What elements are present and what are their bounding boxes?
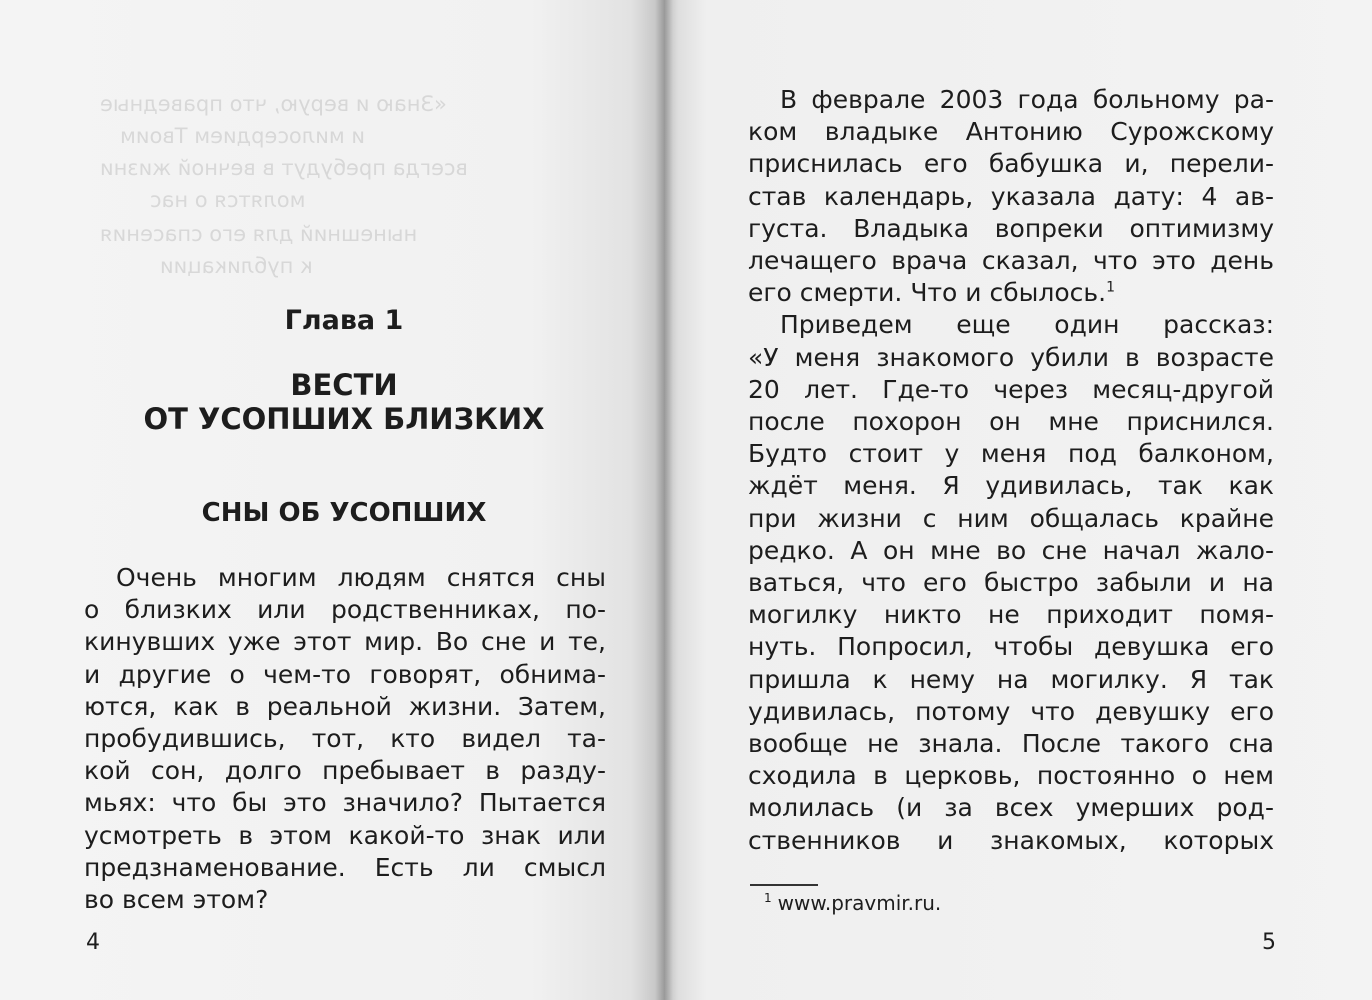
- part-title: [84, 368, 604, 436]
- text-line: кинувших уже этот мир. Во сне и те,: [84, 627, 606, 657]
- text-line: сходила в церковь, постоянно о нем: [748, 761, 1274, 791]
- text-line: редко. А он мне во сне начал жало-: [748, 535, 1274, 565]
- text-line: став календарь, указала дату: 4 ав-: [748, 181, 1274, 211]
- text-line: лечащего врача сказал, что это день: [748, 246, 1274, 276]
- footnote-rule: [750, 884, 818, 886]
- show-through-text: всегда пребудут в вечной жизни: [100, 156, 468, 180]
- show-through-text: молятся о нас: [150, 188, 306, 212]
- text-line: ственников и знакомых, которых: [748, 825, 1274, 855]
- text-line: молилась (и за всех умерших род-: [748, 793, 1274, 823]
- text-line: ются, как в реальной жизни. Затем,: [84, 691, 606, 721]
- text-line: В феврале 2003 года больному ра-: [780, 85, 1274, 114]
- text-line: Приведем еще один рассказ:: [780, 310, 1274, 340]
- show-through-text: к публикации: [160, 254, 313, 278]
- text-line: ждёт меня. Я удивилась, так как: [748, 471, 1274, 501]
- chapter-heading: Глава 1: [284, 305, 404, 336]
- text-line: предзнаменование. Есть ли смысл: [84, 852, 606, 882]
- text-line: «У меня знакомого убили в возрасте: [748, 342, 1274, 372]
- left-body-text: [84, 562, 606, 916]
- book-gutter: [655, 0, 673, 1000]
- text-line: о близких или родственниках, по-: [84, 595, 606, 625]
- right-body-text: [748, 84, 1274, 857]
- footnote-mark: 1: [764, 891, 772, 906]
- text-line: Будто стоит у меня под балконом,: [748, 439, 1274, 469]
- text-line: усмотреть в этом какой-то знак или: [84, 820, 606, 850]
- text-line: ком владыке Антонию Сурожскому: [748, 117, 1274, 147]
- footnote-text: www.pravmir.ru.: [777, 891, 942, 915]
- text-line: мьях: что бы это значило? Пытается: [84, 788, 606, 818]
- text-line: во всем этом?: [84, 885, 269, 915]
- text-line: ваться, что его быстро забыли и на: [748, 568, 1274, 598]
- footnote-reference: 1: [1106, 279, 1115, 296]
- part-title-line: ОТ УСОПШИХ БЛИЗКИХ: [143, 402, 545, 436]
- text-line: пробудившись, тот, кто видел та-: [84, 724, 606, 754]
- text-line: удивилась, потому что девушку его: [748, 696, 1274, 726]
- text-line: при жизни с ним общалась крайне: [748, 503, 1274, 533]
- text-line: после похорон он мне приснился.: [748, 407, 1274, 437]
- text-line: кой сон, долго пребывает в разду-: [84, 756, 606, 786]
- left-page: [0, 0, 664, 1000]
- text-line: Очень многим людям снятся сны: [116, 563, 606, 592]
- text-line: пришла к нему на могилку. Я так: [748, 664, 1274, 694]
- show-through-text: и милосердием Твоим: [120, 124, 366, 148]
- text-line-with-footnote: [748, 277, 1274, 309]
- text-line: могилку никто не приходит помя-: [748, 600, 1274, 630]
- text-line: нуть. Попросил, чтобы девушка его: [748, 632, 1274, 662]
- text-line: приснилась его бабушка и, перели-: [748, 149, 1274, 179]
- text-line: 20 лет. Где-то через месяц-другой: [748, 374, 1274, 404]
- text-line: и другие о чем-то говорят, обнима-: [84, 659, 606, 689]
- show-through-text: «Знаю и верую, что праведные: [100, 92, 447, 116]
- footnote: [764, 891, 942, 915]
- part-title-line: ВЕСТИ: [290, 368, 398, 402]
- page-number-left: 4: [86, 930, 100, 955]
- section-title: СНЫ ОБ УСОПШИХ: [201, 498, 487, 528]
- text-line: густа. Владыка вопреки оптимизму: [748, 213, 1274, 243]
- text-line: вообще не знала. После такого сна: [748, 729, 1274, 759]
- page-number-right: 5: [1262, 930, 1276, 955]
- text-line: его смерти. Что и сбылось.: [748, 278, 1107, 308]
- show-through-text: нынешний для его спасения: [100, 222, 418, 246]
